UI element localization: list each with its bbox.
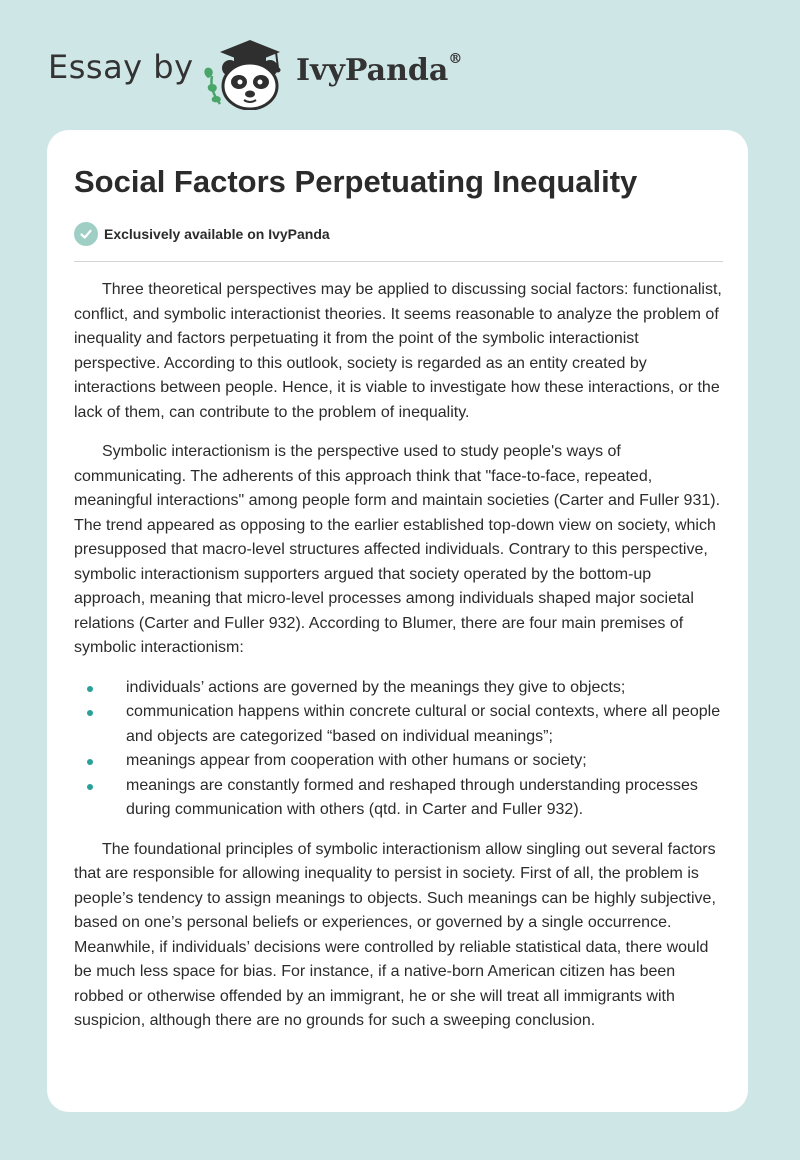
site-header bbox=[0, 0, 800, 130]
bullet-icon bbox=[87, 686, 93, 692]
panda-graduate-icon[interactable] bbox=[200, 30, 290, 110]
list-item-text: meanings appear from cooperation with other humans or society; bbox=[126, 752, 587, 769]
list-item-text: meanings are constantly formed and reshaped through understanding processes during communication with others (qtd. in Carter and Fuller 932). bbox=[126, 776, 698, 818]
check-circle-icon bbox=[74, 222, 98, 246]
premises-list bbox=[74, 676, 726, 823]
registered-mark: ® bbox=[448, 51, 463, 67]
list-item bbox=[74, 749, 726, 774]
badge-label: Exclusively available on IvyPanda bbox=[104, 226, 330, 242]
essay-body bbox=[74, 278, 726, 1049]
list-item bbox=[74, 676, 726, 701]
bullet-icon bbox=[87, 710, 93, 716]
exclusive-badge bbox=[74, 222, 330, 246]
bullet-icon bbox=[87, 759, 93, 765]
brand-text: IvyPanda bbox=[296, 53, 449, 88]
list-item-text: communication happens within concrete cultural or social contexts, where all people and objects are categorized “based on individual meanings”; bbox=[126, 703, 721, 745]
list-item bbox=[74, 774, 726, 823]
list-item bbox=[74, 700, 726, 749]
essay-by-label: Essay by bbox=[48, 48, 194, 86]
essay-card bbox=[47, 130, 748, 1112]
bullet-icon bbox=[87, 784, 93, 790]
divider bbox=[74, 261, 723, 262]
page-title: Social Factors Perpetuating Inequality bbox=[74, 164, 638, 199]
paragraph: The foundational principles of symbolic interactionism allow singling out several factors that are responsible for allowing inequality to persist in society. First of all, the problem is people’s tendency to assign meanings to objects. Such meanings can be highly subjective, based on one’s personal beliefs or experiences, or governed by a single occurrence. Meanwhile, if individuals’ decisions were controlled by reliable statistical data, there would be much less space for bias. For instance, if a native-born American citizen has been robbed or otherwise offended by an immigrant, he or she will treat all immigrants with suspicion, although there are no grounds for such a sweeping conclusion. bbox=[74, 840, 716, 1029]
paragraph: Three theoretical perspectives may be applied to discussing social factors: functionalist, conflict, and symbolic interactionist theories. It seems reasonable to analyze the problem of inequality and factors perpetuating it from the point of the symbolic interactionist perspective. According to this outlook, society is regarded as an entity created by interactions between people. Hence, it is viable to investigate how these interactions, or the lack of them, can contribute to the problem of inequality. bbox=[74, 281, 722, 421]
paragraph: Symbolic interactionism is the perspective used to study people's ways of communicating. The adherents of this approach think that "face-to-face, repeated, meaningful interactions" among people form and maintain societies (Carter and Fuller 931). The trend appeared as opposing to the earlier established top-down view on society, which presupposed that macro-level structures affected individuals. Contrary to this perspective, symbolic interactionism supporters argued that society operated by the bottom-up approach, meaning that micro-level processes among individuals shaped major societal relations (Carter and Fuller 932). According to Blumer, there are four main premises of symbolic interactionism: bbox=[74, 443, 721, 656]
list-item-text: individuals’ actions are governed by the meanings they give to objects; bbox=[126, 678, 626, 696]
brand-name[interactable] bbox=[296, 53, 462, 88]
